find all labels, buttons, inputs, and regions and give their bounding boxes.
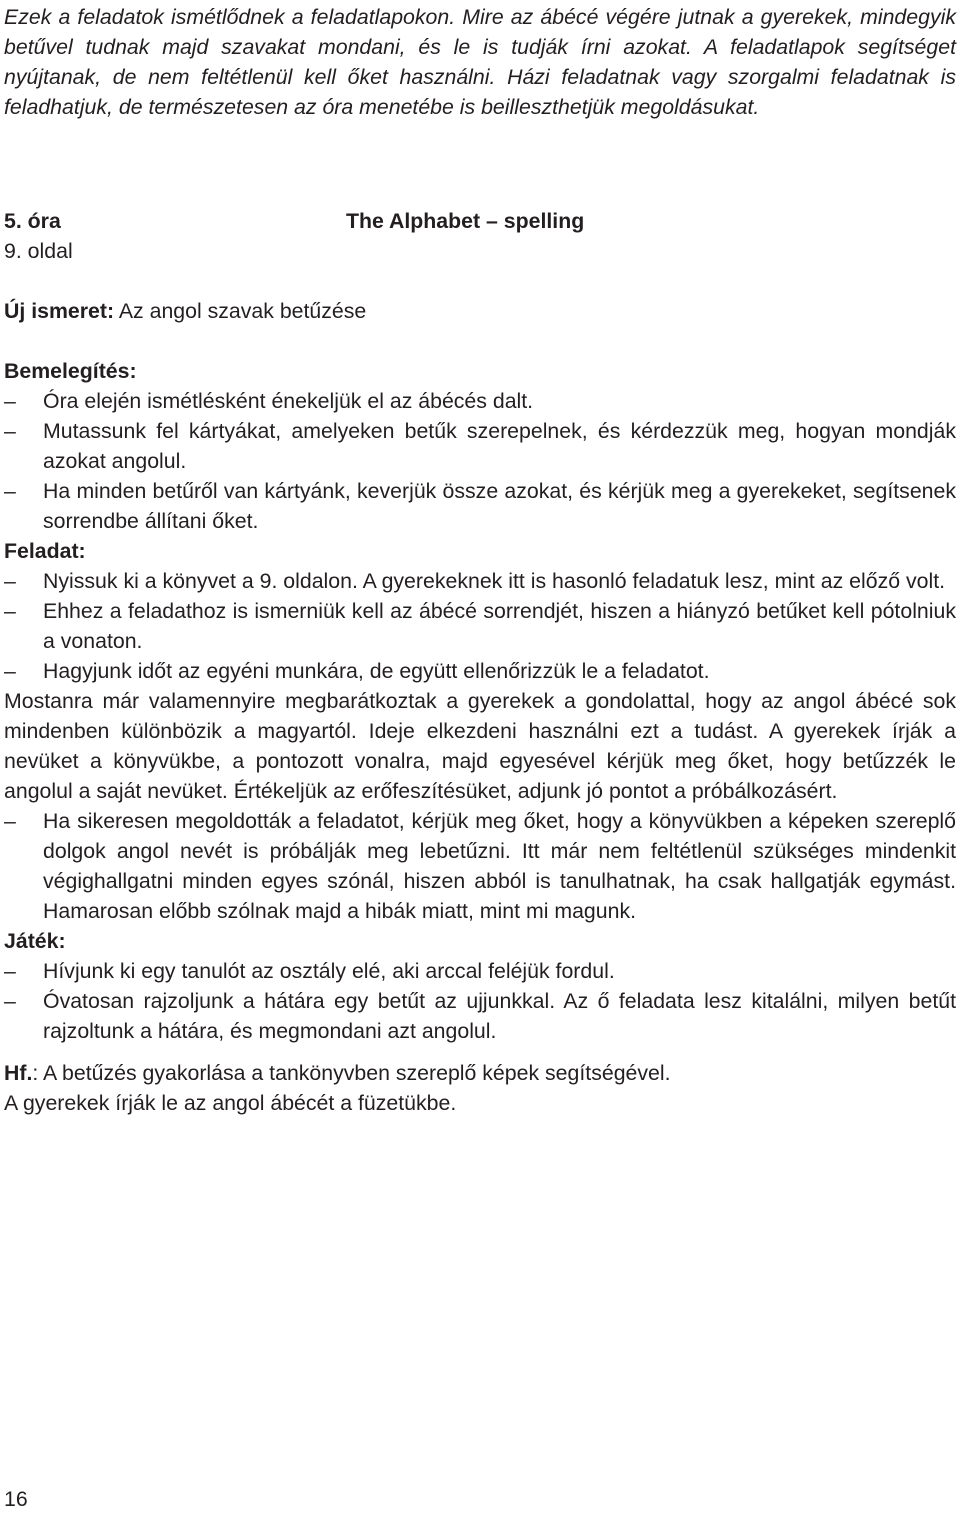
list-item (4, 476, 956, 536)
homework-text: A betűzés gyakorlása a tankönyvben szereplő képek segítségével. (38, 1061, 671, 1085)
dash-mark: – (4, 659, 16, 683)
intro-section (4, 2, 956, 122)
list-item (4, 596, 956, 656)
task-extra-list (4, 806, 956, 926)
dash-mark: – (4, 959, 16, 983)
list-item-text: Nyissuk ki a könyvet a 9. oldalon. A gyerekeknek itt is hasonló feladatuk lesz, mint az előző volt. (43, 569, 946, 593)
lesson-title: The Alphabet – spelling (346, 209, 585, 233)
dash-mark: – (4, 479, 16, 503)
homework-line (4, 1058, 956, 1088)
list-item-text: Mutassunk fel kártyákat, amelyeken betűk szerepelnek, és kérdezzük meg, hogyan mondják azokat angolul. (43, 419, 956, 473)
list-item (4, 956, 956, 986)
list-item-text: Hagyjunk időt az egyéni munkára, de együtt ellenőrizzük le a feladatot. (43, 659, 710, 683)
list-item-text: Hívjunk ki egy tanulót az osztály elé, aki arccal feléjük fordul. (43, 959, 615, 983)
task-heading: Feladat: (4, 539, 86, 563)
dash-mark: – (4, 569, 16, 593)
list-item-text: Óra elején ismétlésként énekeljük el az ábécés dalt. (43, 389, 534, 413)
list-item (4, 386, 956, 416)
homework-line-2: A gyerekek írják le az angol ábécét a füzetükbe. (4, 1091, 457, 1115)
homework-colon: : (32, 1061, 39, 1085)
intro-paragraph: Ezek a feladatok ismétlődnek a feladatlapokon. Mire az ábécé végére jutnak a gyerekek, mindegyik betűvel tudnak majd szavakat mondani, és le is tudják írni azokat. A feladatlapok segítséget nyújtanak, de nem feltétlenül kell őket használni. Házi feladatnak vagy szorgalmi feladatnak is feladhatjuk, de természetesen az óra menetébe is beilleszthetjük megoldásukat. (4, 5, 956, 119)
list-item (4, 416, 956, 476)
task-paragraph: Mostanra már valamennyire megbarátkoztak a gyerekek a gondolattal, hogy az angol ábécé sok mindenben különbözik a magyartól. Ideje elkezdeni használni ezt a tudást. A gyerekek írják a nevüket a könyvükbe, a pontozott vonalra, majd egyesével kérjük meg őket, hogy betűzzék le angolul a saját nevüket. Értékeljük az erőfeszítésüket, adjunk jó pontot a próbálkozásért. (4, 689, 956, 803)
list-item (4, 986, 956, 1046)
new-knowledge (4, 296, 366, 326)
dash-mark: – (4, 419, 16, 443)
page-reference: 9. oldal (4, 239, 73, 263)
task-list (4, 566, 956, 686)
lesson-content (4, 356, 956, 1118)
warmup-heading: Bemelegítés: (4, 359, 137, 383)
list-item (4, 566, 956, 596)
new-knowledge-label: Új ismeret: (4, 299, 115, 323)
warmup-list (4, 386, 956, 536)
list-item (4, 656, 956, 686)
list-item-text: Ha sikeresen megoldották a feladatot, kérjük meg őket, hogy a könyvükben a képeken szereplő dolgok angol nevét is próbálják meg lebetűzni. Itt már nem feltétlenül szükséges mindenkit végighallgatni minden egyes szónál, hiszen abból is tanulhatnak, ha csak hallgatják egymást. Hamarosan előbb szólnak majd a hibák miatt, mint mi magunk. (43, 809, 956, 923)
list-item-text: Ehhez a feladathoz is ismerniük kell az ábécé sorrendjét, hiszen a hiányzó betűket kell pótolniuk a vonaton. (43, 599, 956, 653)
dash-mark: – (4, 599, 16, 623)
game-list (4, 956, 956, 1046)
dash-mark: – (4, 989, 16, 1013)
list-item-text: Óvatosan rajzoljunk a hátára egy betűt az ujjunkkal. Az ő feladata lesz kitalálni, milyen betűt rajzoltunk a hátára, és megmondani azt angolul. (43, 989, 956, 1043)
new-knowledge-text: Az angol szavak betűzése (118, 299, 367, 323)
spacer (4, 1046, 956, 1058)
dash-mark: – (4, 809, 16, 833)
list-item (4, 806, 956, 926)
homework-label: Hf. (4, 1061, 33, 1085)
page-number: 16 (4, 1487, 28, 1511)
game-heading: Játék: (4, 929, 66, 953)
lesson-number: 5. óra (4, 209, 61, 233)
dash-mark: – (4, 389, 16, 413)
list-item-text: Ha minden betűről van kártyánk, keverjük össze azokat, és kérjük meg a gyerekeket, segítsenek sorrendbe állítani őket. (43, 479, 956, 533)
